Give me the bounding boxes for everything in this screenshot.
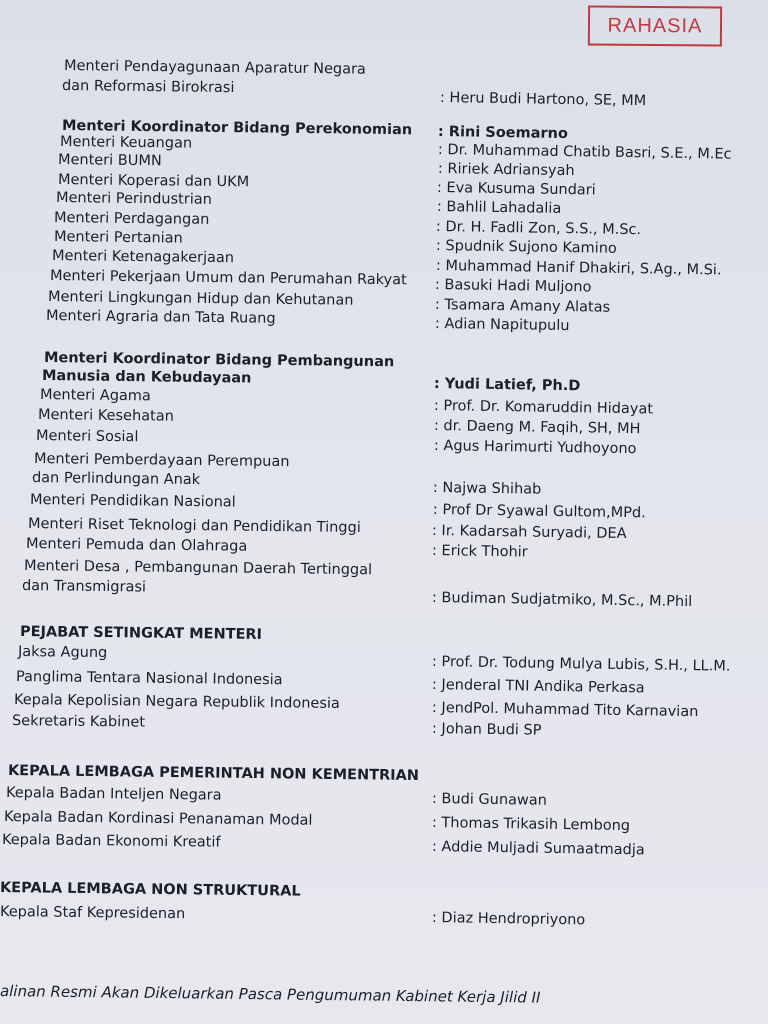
name-kapolri: : JendPol. Muhammad Tito Karnavian — [431, 700, 699, 721]
rahasia-stamp: RAHASIA — [588, 6, 722, 47]
title-ketenagakerjaan: Menteri Ketenagakerjaan — [51, 248, 235, 267]
title-desa: Menteri Desa , Pembangunan Daerah Tertinggal — [23, 558, 373, 579]
title-agama: Menteri Agama — [39, 387, 151, 405]
title-jaksa-agung: Jaksa Agung — [17, 644, 108, 662]
name-agraria: : Adian Napitupulu — [434, 316, 570, 335]
name-seskab: : Johan Budi SP — [431, 721, 542, 739]
title-perindustrian: Menteri Perindustrian — [55, 190, 212, 208]
name-menpan: : Heru Budi Hartono, SE, MM — [439, 90, 647, 110]
name-bumn: : Ririek Adriansyah — [437, 161, 575, 180]
name-pertanian: : Spudnik Sujono Kamino — [435, 238, 617, 257]
name-koperasi: : Eva Kusuma Sundari — [436, 180, 596, 199]
footer-note: alinan Resmi Akan Dikeluarkan Pasca Pengumuman Kabinet Kerja Jilid II — [0, 982, 541, 1007]
title-lhk: Menteri Lingkungan Hidup dan Kehutanan — [47, 289, 354, 309]
title-bin: Kepala Badan Inteljen Negara — [5, 785, 222, 804]
heading-lpnk: KEPALA LEMBAGA PEMERINTAH NON KEMENTRIAN — [7, 763, 420, 785]
name-sosial: : Agus Harimurti Yudhoyono — [433, 438, 637, 458]
title-pendidikan: Menteri Pendidikan Nasional — [29, 492, 236, 511]
title-panglima-tni: Panglima Tentara Nasional Indonesia — [15, 669, 283, 689]
title-perdagangan: Menteri Perdagangan — [53, 210, 210, 228]
heading-pejabat-setingkat: PEJABAT SETINGKAT MENTERI — [19, 624, 263, 643]
name-ksp: : Diaz Hendropriyono — [431, 910, 586, 929]
name-bin: : Budi Gunawan — [431, 791, 548, 809]
name-agama: : Prof. Dr. Komaruddin Hidayat — [433, 398, 654, 418]
heading-menko-ekonomi: Menteri Koordinator Bidang Perekonomian — [61, 118, 413, 139]
name-lhk: : Tsamara Amany Alatas — [434, 297, 611, 316]
name-ketenagakerjaan: : Muhammad Hanif Dhakiri, S.Ag., M.Si. — [435, 258, 722, 279]
title-desa-cont: dan Transmigrasi — [21, 578, 147, 596]
title-pppa: Menteri Pemberdayaan Perempuan — [33, 451, 290, 471]
title-ristek: Menteri Riset Teknologi dan Pendidikan Tinggi — [27, 516, 361, 537]
heading-menko-pmk: Menteri Koordinator Bidang Pembangunan — [43, 350, 395, 371]
title-seskab: Sekretaris Kabinet — [11, 713, 146, 731]
title-ksp: Kepala Staf Kepresidenan — [0, 904, 186, 923]
title-keuangan: Menteri Keuangan — [59, 134, 193, 152]
name-perindustrian: : Bahlil Lahadalia — [436, 199, 562, 217]
title-menpan-cont: dan Reformasi Birokrasi — [61, 78, 235, 97]
name-desa: : Budiman Sudjatmiko, M.Sc., M.Phil — [431, 590, 693, 611]
title-kesehatan: Menteri Kesehatan — [37, 407, 174, 425]
name-jaksa-agung: : Prof. Dr. Todung Mulya Lubis, S.H., LL.M. — [431, 654, 731, 675]
name-menko-ekonomi: : Rini Soemarno — [437, 124, 569, 143]
name-panglima-tni: : Jenderal TNI Andika Perkasa — [431, 677, 645, 697]
name-kesehatan: : dr. Daeng M. Faqih, SH, MH — [433, 418, 641, 438]
title-pupr: Menteri Pekerjaan Umum dan Perumahan Rakyat — [49, 268, 407, 289]
name-keuangan: : Dr. Muhammad Chatib Basri, S.E., M.Ec — [437, 142, 732, 163]
title-pertanian: Menteri Pertanian — [53, 229, 183, 247]
title-sosial: Menteri Sosial — [35, 428, 139, 446]
title-menpan: Menteri Pendayagunaan Aparatur Negara — [63, 58, 366, 78]
name-pemuda-olahraga: : Erick Thohir — [431, 543, 528, 561]
title-bumn: Menteri BUMN — [57, 152, 162, 170]
name-bekraf: : Addie Muljadi Sumaatmadja — [431, 839, 645, 859]
title-pppa-cont: dan Perlindungan Anak — [31, 470, 201, 489]
name-ristek: : Ir. Kadarsah Suryadi, DEA — [431, 523, 627, 543]
name-pendidikan: : Prof Dr Syawal Gultom,MPd. — [432, 502, 646, 522]
title-bkpm: Kepala Badan Kordinasi Penanaman Modal — [3, 809, 313, 829]
heading-lns: KEPALA LEMBAGA NON STRUKTURAL — [0, 880, 301, 900]
title-agraria: Menteri Agraria dan Tata Ruang — [45, 308, 276, 327]
title-kapolri: Kepala Kepolisian Negara Republik Indonesia — [13, 692, 340, 712]
name-pupr: : Basuki Hadi Muljono — [434, 277, 592, 296]
heading-menko-pmk-cont: Manusia dan Kebudayaan — [41, 368, 252, 387]
name-perdagangan: : Dr. H. Fadli Zon, S.S., M.Sc. — [435, 219, 642, 239]
name-pppa: : Najwa Shihab — [432, 480, 542, 498]
title-koperasi: Menteri Koperasi dan UKM — [57, 172, 250, 191]
title-bekraf: Kepala Badan Ekonomi Kreatif — [1, 832, 221, 851]
name-menko-pmk: : Yudi Latief, Ph.D — [433, 376, 581, 395]
name-bkpm: : Thomas Trikasih Lembong — [431, 815, 631, 835]
title-pemuda-olahraga: Menteri Pemuda dan Olahraga — [25, 536, 248, 555]
